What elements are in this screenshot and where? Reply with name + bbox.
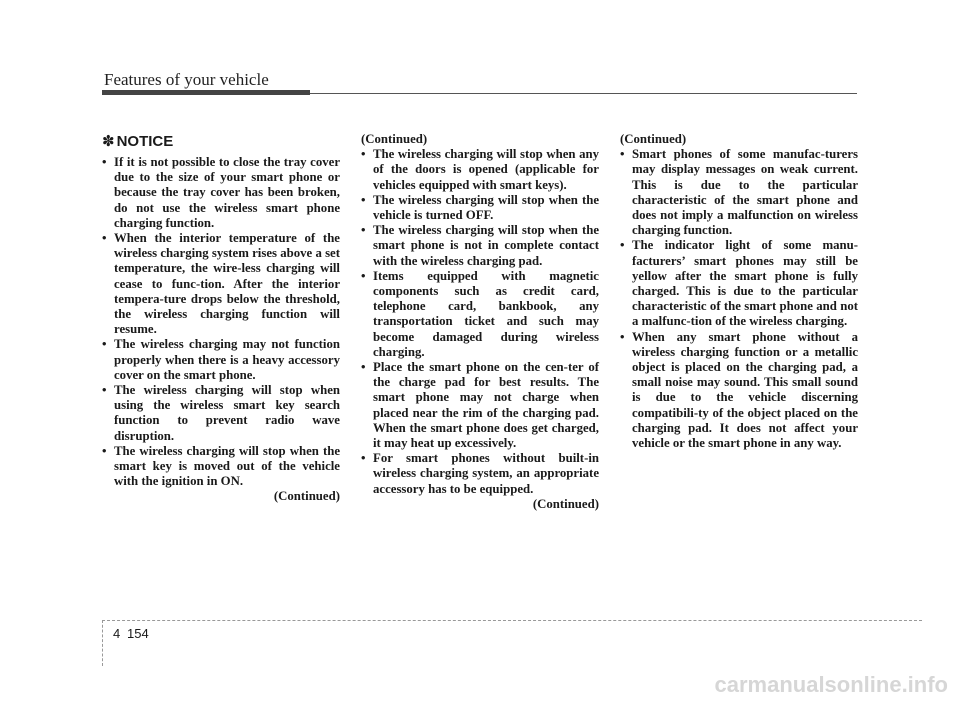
list-item: • For smart phones without built-in wireless charging system, an appropriate accessory has to be equipped.: [361, 451, 599, 497]
asterisk-icon: ✽: [102, 133, 115, 150]
continued-label: (Continued): [532, 496, 599, 511]
list-item: • The wireless charging will stop when the smart key is moved out of the vehicle with the ignition in ON.: [102, 444, 340, 490]
list-item: • If it is not possible to close the tray cover due to the size of your smart phone or because the tray cover has been broken, do not use the wireless smart phone charging function.: [102, 155, 340, 231]
notice-heading: [102, 132, 340, 152]
notice-list-1: [102, 155, 340, 489]
notice-column-3: [620, 132, 858, 451]
list-item: • The wireless charging will stop when any of the doors is opened (applicable for vehicles equipped with smart keys).: [361, 147, 599, 193]
list-item: • Smart phones of some manufac-turers may display messages on weak current. This is due to the particular characteristic of the smart phone and does not imply a malfunction on wireless charging function.: [620, 147, 858, 238]
notice-list-2: [361, 147, 599, 497]
notice-column-1: [102, 132, 340, 505]
list-item: • The wireless charging will stop when using the wireless smart key search function to prevent radio wave disruption.: [102, 383, 340, 444]
list-item: • Place the smart phone on the cen-ter of the charge pad for best results. The smart phone may not charge when placed near the rim of the charging pad. When the smart phone does get charged, it may heat up excessively.: [361, 360, 599, 451]
continued-heading: (Continued): [361, 132, 428, 146]
watermark: carmanualsonline.info: [714, 672, 948, 697]
list-item: • The wireless charging will stop when the vehicle is turned OFF.: [361, 193, 599, 223]
continued-heading: (Continued): [620, 132, 687, 146]
notice-list-3: [620, 147, 858, 451]
notice-column-2: [361, 132, 599, 512]
list-item: • The indicator light of some manu-facturers’ smart phones may still be yellow after the smart phone is fully charged. This is due to the particular characteristic of the smart phone and not a malfunc-tion of the wireless charging.: [620, 238, 858, 329]
footer-rule: [102, 620, 922, 621]
header-accent-bar: [102, 90, 310, 95]
continued-label: (Continued): [273, 489, 340, 504]
list-item: • When the interior temperature of the wireless charging system rises above a set temperature, the wire-less charging will cease to func-tion. After the interior tempera-ture drops below the threshold, the wireless charging function will resume.: [102, 231, 340, 337]
chapter-number: 4: [113, 626, 121, 641]
header-rule: [310, 93, 857, 94]
list-item: • Items equipped with magnetic components such as credit card, telephone card, bankbook, any transportation ticket and such may become damaged during wireless charging.: [361, 269, 599, 360]
footer-divider: [102, 620, 103, 666]
list-item: • The wireless charging may not function properly when there is a heavy accessory cover on the smart phone.: [102, 337, 340, 383]
notice-title: NOTICE: [116, 133, 174, 150]
list-item: • When any smart phone without a wireless charging function or a metallic object is placed on the charging pad, a small noise may sound. This small sound is due to the vehicle discerning compatibili-ty of the object placed on the charging pad. It does not affect your vehicle or the smart phone in any way.: [620, 330, 858, 452]
list-item: • The wireless charging will stop when the smart phone is not in complete contact with the wireless charging pad.: [361, 223, 599, 269]
page-header-title: Features of your vehicle: [104, 70, 269, 89]
page-number: 154: [127, 626, 149, 641]
